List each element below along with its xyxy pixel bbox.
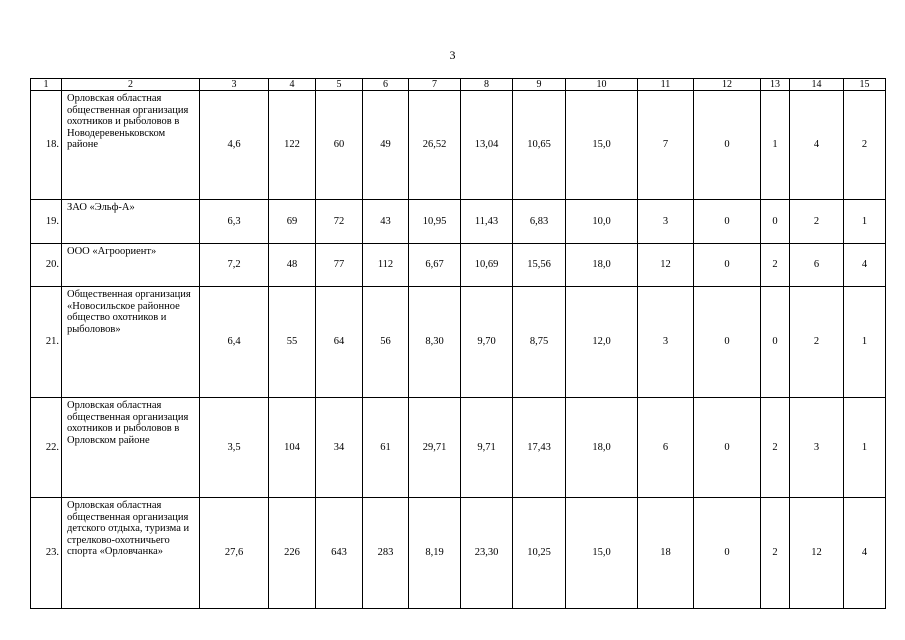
cell-col11: 12 [638, 244, 694, 287]
cell-col5: 72 [316, 200, 363, 244]
organization-name: ЗАО «Эльф-А» [62, 200, 200, 244]
cell-col15: 1 [844, 287, 886, 398]
cell-col8: 23,30 [461, 498, 513, 609]
column-header: 3 [200, 79, 269, 91]
column-header: 13 [761, 79, 790, 91]
cell-col10: 12,0 [566, 287, 638, 398]
cell-col12: 0 [694, 244, 761, 287]
organization-name: ООО «Агроориент» [62, 244, 200, 287]
table-row [31, 287, 886, 398]
cell-col12: 0 [694, 287, 761, 398]
cell-col6: 61 [363, 398, 409, 498]
cell-col13: 2 [761, 244, 790, 287]
cell-col9: 10,25 [513, 498, 566, 609]
cell-col5: 77 [316, 244, 363, 287]
table-row [31, 244, 886, 287]
cell-col15: 4 [844, 244, 886, 287]
column-header: 4 [269, 79, 316, 91]
cell-col7: 6,67 [409, 244, 461, 287]
cell-col5: 60 [316, 91, 363, 200]
organization-name: Орловская областная общественная организация охотников и рыболовов в Новодеревеньковском районе [62, 91, 200, 200]
cell-col3: 3,5 [200, 398, 269, 498]
cell-col7: 10,95 [409, 200, 461, 244]
column-header: 12 [694, 79, 761, 91]
cell-col11: 7 [638, 91, 694, 200]
cell-col4: 122 [269, 91, 316, 200]
row-number: 18. [31, 91, 62, 200]
cell-col6: 283 [363, 498, 409, 609]
column-header: 8 [461, 79, 513, 91]
column-header: 11 [638, 79, 694, 91]
cell-col9: 17,43 [513, 398, 566, 498]
cell-col14: 2 [790, 287, 844, 398]
column-header: 9 [513, 79, 566, 91]
table-row [31, 91, 886, 200]
cell-col8: 9,70 [461, 287, 513, 398]
cell-col10: 18,0 [566, 398, 638, 498]
cell-col9: 10,65 [513, 91, 566, 200]
cell-col14: 6 [790, 244, 844, 287]
cell-col5: 34 [316, 398, 363, 498]
row-number: 20. [31, 244, 62, 287]
column-header: 5 [316, 79, 363, 91]
cell-col8: 13,04 [461, 91, 513, 200]
cell-col13: 0 [761, 287, 790, 398]
cell-col3: 4,6 [200, 91, 269, 200]
cell-col9: 15,56 [513, 244, 566, 287]
cell-col15: 2 [844, 91, 886, 200]
cell-col12: 0 [694, 200, 761, 244]
cell-col10: 15,0 [566, 498, 638, 609]
cell-col13: 1 [761, 91, 790, 200]
cell-col14: 3 [790, 398, 844, 498]
cell-col3: 27,6 [200, 498, 269, 609]
cell-col10: 10,0 [566, 200, 638, 244]
row-number: 19. [31, 200, 62, 244]
cell-col8: 10,69 [461, 244, 513, 287]
column-header: 10 [566, 79, 638, 91]
cell-col10: 15,0 [566, 91, 638, 200]
cell-col3: 7,2 [200, 244, 269, 287]
cell-col4: 48 [269, 244, 316, 287]
cell-col13: 2 [761, 498, 790, 609]
organization-name: Общественная организация «Новосильское районное общество охотников и рыболовов» [62, 287, 200, 398]
cell-col6: 43 [363, 200, 409, 244]
cell-col4: 104 [269, 398, 316, 498]
cell-col6: 49 [363, 91, 409, 200]
cell-col11: 3 [638, 200, 694, 244]
cell-col13: 0 [761, 200, 790, 244]
cell-col14: 12 [790, 498, 844, 609]
row-number: 21. [31, 287, 62, 398]
cell-col7: 8,19 [409, 498, 461, 609]
cell-col4: 226 [269, 498, 316, 609]
table-row [31, 200, 886, 244]
row-number: 23. [31, 498, 62, 609]
cell-col15: 1 [844, 398, 886, 498]
cell-col6: 112 [363, 244, 409, 287]
column-header: 1 [31, 79, 62, 91]
cell-col4: 69 [269, 200, 316, 244]
cell-col7: 26,52 [409, 91, 461, 200]
cell-col11: 18 [638, 498, 694, 609]
cell-col7: 8,30 [409, 287, 461, 398]
column-header: 6 [363, 79, 409, 91]
column-header: 14 [790, 79, 844, 91]
cell-col9: 8,75 [513, 287, 566, 398]
cell-col9: 6,83 [513, 200, 566, 244]
organization-name: Орловская областная общественная организация детского отдыха, туризма и стрелково-охотничьего спорта «Орловчанка» [62, 498, 200, 609]
cell-col4: 55 [269, 287, 316, 398]
cell-col8: 9,71 [461, 398, 513, 498]
cell-col15: 4 [844, 498, 886, 609]
cell-col13: 2 [761, 398, 790, 498]
cell-col10: 18,0 [566, 244, 638, 287]
cell-col5: 643 [316, 498, 363, 609]
page-number: 3 [449, 48, 456, 62]
cell-col14: 2 [790, 200, 844, 244]
data-table [30, 78, 886, 609]
cell-col5: 64 [316, 287, 363, 398]
cell-col14: 4 [790, 91, 844, 200]
column-header: 15 [844, 79, 886, 91]
cell-col3: 6,4 [200, 287, 269, 398]
table-row [31, 398, 886, 498]
cell-col6: 56 [363, 287, 409, 398]
cell-col11: 3 [638, 287, 694, 398]
column-header: 2 [62, 79, 200, 91]
header-row [31, 79, 886, 91]
cell-col8: 11,43 [461, 200, 513, 244]
table-row [31, 498, 886, 609]
cell-col12: 0 [694, 398, 761, 498]
cell-col12: 0 [694, 91, 761, 200]
cell-col7: 29,71 [409, 398, 461, 498]
cell-col15: 1 [844, 200, 886, 244]
cell-col3: 6,3 [200, 200, 269, 244]
row-number: 22. [31, 398, 62, 498]
column-header: 7 [409, 79, 461, 91]
cell-col12: 0 [694, 498, 761, 609]
organization-name: Орловская областная общественная организация охотников и рыболовов в Орловском районе [62, 398, 200, 498]
cell-col11: 6 [638, 398, 694, 498]
